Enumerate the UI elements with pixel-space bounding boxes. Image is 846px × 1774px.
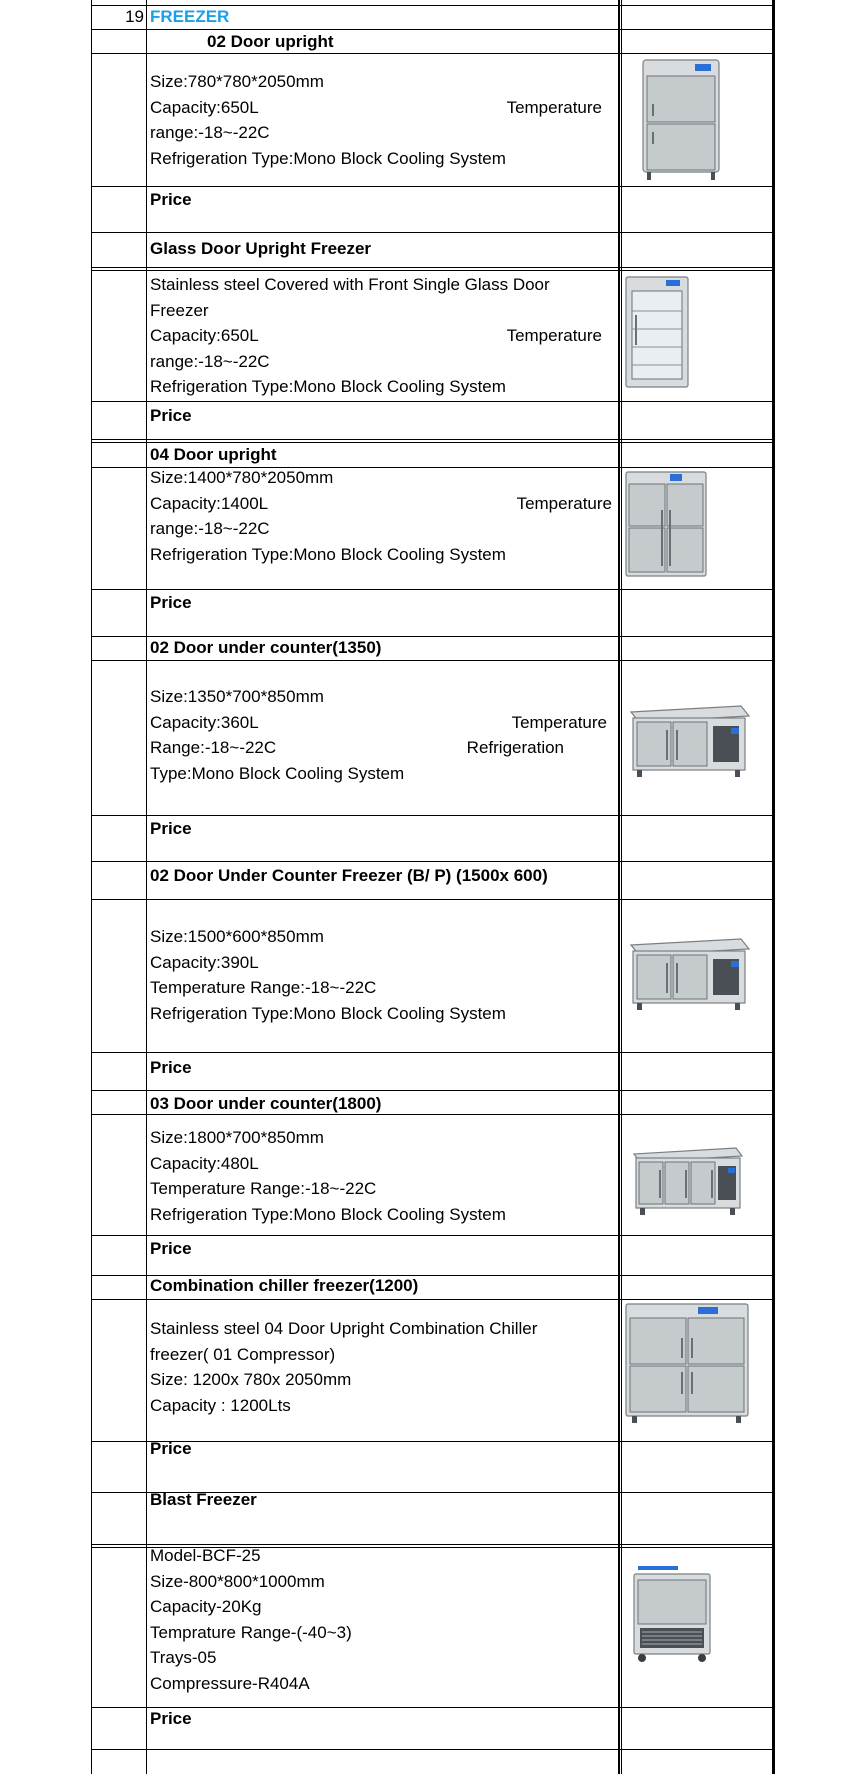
price-label: Price <box>150 406 192 425</box>
spec-right: Temperature <box>506 97 602 117</box>
spec-line: Trays-05 <box>150 1648 217 1667</box>
spec-right: Temperature <box>511 712 607 732</box>
glass-door-freezer-image <box>622 275 694 393</box>
spec-line: Stainless steel Covered with Front Single Glass Door <box>150 275 550 294</box>
spec-line: Stainless steel 04 Door Upright Combination Chiller <box>150 1319 538 1338</box>
spec-left: Capacity:650L <box>150 97 259 117</box>
spec-line: Capacity : 1200Lts <box>150 1395 291 1415</box>
row-line <box>91 815 775 816</box>
spec-line: Size:1400*780*2050mm <box>150 468 334 487</box>
spec-line: Capacity-20Kg <box>150 1597 262 1616</box>
price-label: Price <box>150 1058 192 1077</box>
spec-line: Refrigeration Type:Mono Block Cooling System <box>150 544 506 564</box>
item-title: 04 Door upright <box>150 445 277 464</box>
spec-line: Freezer <box>150 300 209 320</box>
spec-line: Size-800*800*1000mm <box>150 1571 325 1591</box>
spec-left: Capacity:1400L <box>150 493 269 513</box>
row-line <box>91 267 775 268</box>
spec-line: Size:780*780*2050mm <box>150 72 324 91</box>
spec-line: range:-18~-22C <box>150 519 270 538</box>
row-line <box>91 1707 775 1708</box>
price-label: Price <box>150 1239 192 1258</box>
spec-right: Refrigeration <box>466 738 564 757</box>
row-line <box>91 861 775 862</box>
item-spec <box>150 684 607 786</box>
spec-line: Capacity:480L <box>150 1153 259 1173</box>
spec-right: Temperature <box>506 326 602 345</box>
item-spec <box>150 1316 537 1418</box>
item-spec <box>150 69 602 171</box>
spec-line: Capacity:390L <box>150 952 259 972</box>
item-spec <box>150 1543 352 1696</box>
section-title: FREEZER <box>150 7 230 26</box>
spec-line <box>150 735 564 761</box>
item-title: 02 Door under counter(1350) <box>150 638 382 657</box>
spec-line: Refrigeration Type:Mono Block Cooling System <box>150 148 506 168</box>
price-label: Price <box>150 190 192 209</box>
under-counter-2door-image <box>627 700 753 780</box>
price-label: Price <box>150 1709 192 1728</box>
row-line <box>91 1749 775 1750</box>
spec-line: Size: 1200x 780x 2050mm <box>150 1370 352 1389</box>
item-title: Glass Door Upright Freezer <box>150 239 372 258</box>
row-line <box>91 401 775 402</box>
spec-line: freezer( 01 Compressor) <box>150 1344 336 1364</box>
row-line <box>91 1299 775 1300</box>
spec-line <box>150 491 612 517</box>
spec-line: range:-18~-22C <box>150 123 270 142</box>
row-number: 19 <box>125 7 144 26</box>
row-line <box>91 1052 775 1053</box>
row-line <box>91 1441 775 1442</box>
freezer-2door-upright-image <box>633 58 729 184</box>
row-line <box>91 29 775 30</box>
row-line <box>91 589 775 590</box>
item-spec <box>150 272 602 400</box>
freezer-4door-upright-image <box>624 470 708 582</box>
item-title: 02 Door Under Counter Freezer (B/ P) (1500x 600) <box>150 866 548 885</box>
spec-line <box>150 710 607 736</box>
item-spec <box>150 1125 506 1227</box>
spec-left: Capacity:360L <box>150 712 259 732</box>
row-line <box>91 53 775 54</box>
under-counter-3door-image <box>630 1142 746 1218</box>
row-line <box>91 232 775 233</box>
row-line <box>91 439 775 440</box>
price-label: Price <box>150 819 192 838</box>
spec-line: Model-BCF-25 <box>150 1546 261 1565</box>
spec-line: range:-18~-22C <box>150 351 270 371</box>
item-title: Blast Freezer <box>150 1490 257 1509</box>
spec-line: Compressure-R404A <box>150 1673 310 1693</box>
price-label: Price <box>150 593 192 612</box>
spec-line: Type:Mono Block Cooling System <box>150 763 405 783</box>
item-title: 03 Door under counter(1800) <box>150 1094 382 1113</box>
row-line <box>91 899 775 900</box>
blast-freezer-image <box>630 1566 716 1666</box>
row-line <box>91 1235 775 1236</box>
item-title: 02 Door upright <box>207 32 334 51</box>
spec-line: Temperature Range:-18~-22C <box>150 1179 377 1198</box>
row-line <box>91 270 775 271</box>
item-spec <box>150 924 506 1026</box>
spec-line: Size:1800*700*850mm <box>150 1128 324 1147</box>
spec-line: Refrigeration Type:Mono Block Cooling System <box>150 1003 506 1023</box>
spec-line: Temperature Range:-18~-22C <box>150 978 377 997</box>
spec-line: Size:1350*700*850mm <box>150 687 324 706</box>
item-spec <box>150 465 612 567</box>
spec-line: Size:1500*600*850mm <box>150 927 324 946</box>
item-title: Combination chiller freezer(1200) <box>150 1276 419 1295</box>
spec-line: Refrigeration Type:Mono Block Cooling System <box>150 1204 506 1224</box>
spec-line: Refrigeration Type:Mono Block Cooling System <box>150 377 506 396</box>
spec-line <box>150 95 602 121</box>
row-line <box>91 186 775 187</box>
spec-left: Range:-18~-22C <box>150 738 277 757</box>
spec-line <box>150 323 602 349</box>
spec-right: Temperature <box>516 493 612 513</box>
price-label: Price <box>150 1439 192 1458</box>
combination-chiller-freezer-image <box>622 1302 752 1426</box>
spec-left: Capacity:650L <box>150 326 259 345</box>
under-counter-bp-image <box>627 933 753 1013</box>
spec-line: Temprature Range-(-40~3) <box>150 1622 352 1642</box>
